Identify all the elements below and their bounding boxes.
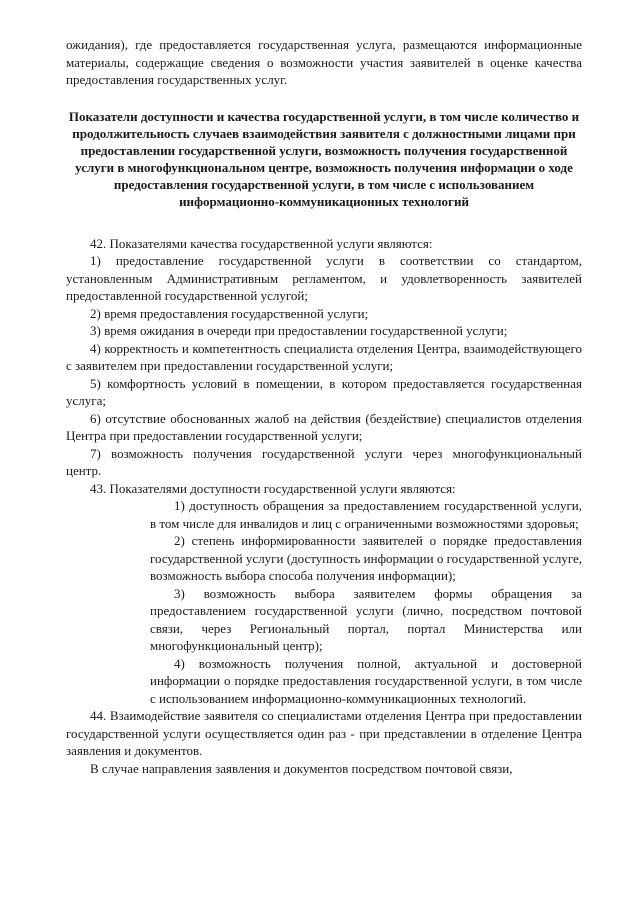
p42-item-5: 5) комфортность условий в помещении, в котором предоставляется государственная услуга; (66, 375, 582, 408)
p42-item-7: 7) возможность получения государственной услуги через многофункциональный центр. (66, 445, 582, 478)
intro-paragraph: ожидания), где предоставляется государственная услуга, размещаются информационные материалы, содержащие сведения о возможности участия заявителей в оценке качества предоставления государственных услуг. (66, 37, 582, 87)
p42-item-1: 1) предоставление государственной услуги в соответствии со стандартом, установленным Административным регламентом, и удовлетворенность заявителей предоставленной государственной услугой; (66, 253, 582, 303)
p42-item-3: 3) время ожидания в очереди при предоставлении государственной услуги; (90, 323, 508, 338)
p43-item-1: 1) доступность обращения за предоставлением государственной услуги, в том числе для инвалидов и лиц с ограниченными возможностями здоровья; (150, 498, 582, 531)
section-heading: Показатели доступности и качества государственной услуги, в том числе количество и продолжительность случаев взаимодействия заявителя с должностными лицами при предоставлении государственной услуги, возможность получения государственной услуги в многофункциональном центре, возможность получения информации о ходе предоставления государственной услуги, в том числе с использованием информационно-коммуникационных технологий (68, 108, 580, 209)
p44-paragraph: 44. Взаимодействие заявителя со специалистами отделения Центра при предоставлении государственной услуги осуществляется один раз - при представлении в отделение Центра заявления и документов. (66, 708, 582, 758)
p43-item-3: 3) возможность выбора заявителем формы обращения за предоставлением государственной услуги (лично, посредством почтовой связи, через Региональный портал, портал Министерства или многофункциональный центр); (150, 585, 582, 653)
p43-lead: 43. Показателями доступности государственной услуги являются: (90, 480, 456, 496)
p42-item-6: 6) отсутствие обоснованных жалоб на действия (бездействие) специалистов отделения Центра при предоставлении государственной услуги; (66, 410, 582, 443)
p42-item-4: 4) корректность и компетентность специалиста отделения Центра, взаимодействующего с заявителем при предоставлении государственной услуги; (66, 340, 582, 373)
p43-item-4: 4) возможность получения полной, актуальной и достоверной информации о порядке предоставления государственной услуги, в том числе с использованием информационно-коммуникационных технологий. (150, 655, 582, 706)
p43-item-2: 2) степень информированности заявителей о порядке предоставления государственной услуги (доступность информации о государственной услуге, возможность выбора способа получения информации); (150, 533, 582, 583)
document-page (66, 36, 582, 777)
p44-continuation: В случае направления заявления и документов посредством почтовой связи, (90, 760, 513, 776)
p42-lead: 42. Показателями качества государственной услуги являются: (90, 235, 433, 251)
p42-item-2: 2) время предоставления государственной услуги; (90, 305, 369, 321)
